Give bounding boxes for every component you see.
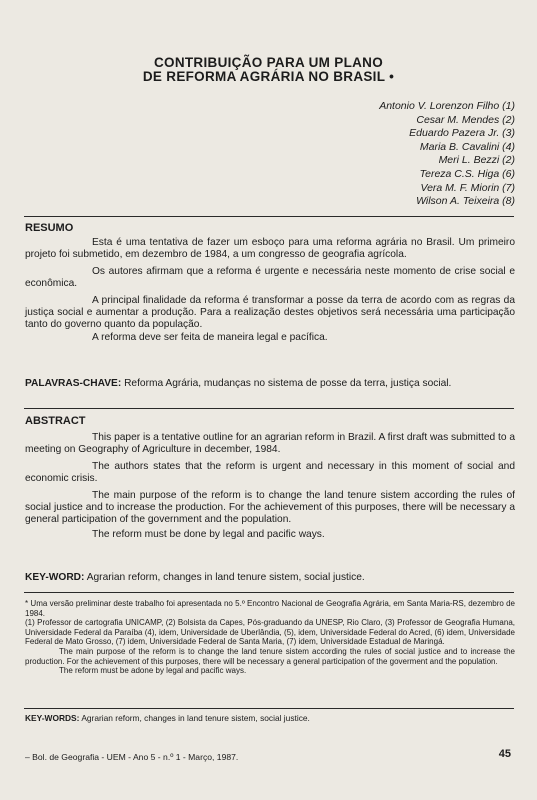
abstract-paragraph: This paper is a tentative outline for an agrarian reform in Brazil. A first draft was submitted to a meeting on Geography of Agriculture in december, 1984. [25, 432, 515, 456]
resumo-paragraph: Os autores afirmam que a reforma é urgente e necessária neste momento de crise social e econômica. [25, 265, 515, 290]
author: Tereza C.S. Higa (6) [419, 167, 515, 180]
abstract-paragraph: The reform must be done by legal and pacific ways. [92, 528, 325, 540]
footnotes [25, 599, 515, 676]
resumo-body [25, 237, 515, 344]
author: Vera M. F. Miorin (7) [420, 181, 515, 194]
resumo-heading: RESUMO [25, 222, 74, 234]
footnote: (1) Professor de cartografia UNICAMP, (2) Bolsista da Capes, Pós-graduando da UNESP, Rio Claro, (3) Professor de Geografia Humana, Universidade Federal da Paraíba (4), idem, Universidade de Uberlândia, (5), idem, Universidade Federal do Acred, (6) idem, Universidade Federal de Mato Grosso, (7) idem, Universidade Federal de Santa Maria, (7) idem, Universidade Estadual de Maringá. [25, 618, 515, 647]
page-number: 45 [498, 748, 511, 760]
key-words-footnote-text: Agrarian reform, changes in land tenure sistem, social justice. [81, 713, 310, 723]
author-list [255, 100, 515, 209]
divider [24, 216, 514, 217]
resumo-paragraph: Esta é uma tentativa de fazer um esboço para uma reforma agrária no Brasil. Um primeiro projeto foi submetido, em dezembro de 1984, a um congresso de geografia agrícola. [25, 237, 515, 261]
title-mark: • [389, 69, 395, 84]
key-words-footnote [25, 713, 515, 723]
author: Meri L. Bezzi (2) [438, 154, 515, 167]
title-line-1: CONTRIBUIÇÃO PARA UM PLANO [153, 55, 384, 70]
key-words-footnote-label: KEY-WORDS: [25, 713, 80, 723]
footer-citation: – Bol. de Geografia - UEM - Ano 5 - n.º 1 - Março, 1987. [25, 752, 239, 762]
author: Antonio V. Lorenzon Filho (1) [379, 100, 515, 112]
footnote: * Uma versão preliminar deste trabalho foi apresentada no 5.º Encontro Nacional de Geografia Agrária, em Santa Maria-RS, dezembro de 1984. [25, 599, 515, 618]
divider [24, 708, 514, 709]
abstract-paragraph: The authors states that the reform is urgent and necessary in this moment of social and economic crisis. [25, 460, 515, 485]
author: Maria B. Cavalini (4) [419, 140, 515, 153]
key-word-text: Agrarian reform, changes in land tenure sistem, social justice. [86, 572, 365, 583]
divider [24, 408, 514, 409]
divider [24, 592, 514, 593]
title-line-2 [0, 69, 537, 84]
key-word [25, 572, 515, 584]
abstract-paragraph: The main purpose of the reform is to change the land tenure sistem according the rules of social justice and to increase the production. For the achievement of this purposes, there will be necessary a general participation of the government and the population. [25, 489, 515, 526]
footnote: The main purpose of the reform is to change the land tenure sistem according the rules of social justice and to increase the production. For the achievement of this purposes, there will be necessary a general participation of the goverment and the population. [25, 646, 515, 666]
resumo-paragraph: A principal finalidade da reforma é transformar a posse da terra de acordo com as regras da justiça social e aumentar a produção. Para a realização destes objetivos será necessária uma participação tanto do governo quanto da população. [25, 294, 515, 331]
footnote: The reform must be adone by legal and pacific ways. [59, 666, 247, 676]
author: Eduardo Pazera Jr. (3) [409, 127, 515, 140]
title-line-2-text: DE REFORMA AGRÁRIA NO BRASIL [142, 69, 386, 84]
key-word-label: KEY-WORD: [25, 572, 85, 583]
abstract-body [25, 432, 515, 541]
palavras-chave-label: PALAVRAS-CHAVE: [25, 378, 122, 389]
author: Wilson A. Teixeira (8) [416, 195, 515, 208]
palavras-chave [25, 378, 515, 390]
author: Cesar M. Mendes (2) [416, 113, 515, 126]
resumo-paragraph: A reforma deve ser feita de maneira legal e pacífica. [92, 331, 328, 343]
abstract-heading: ABSTRACT [25, 415, 86, 427]
palavras-chave-text: Reforma Agrária, mudanças no sistema de posse da terra, justiça social. [124, 378, 452, 389]
